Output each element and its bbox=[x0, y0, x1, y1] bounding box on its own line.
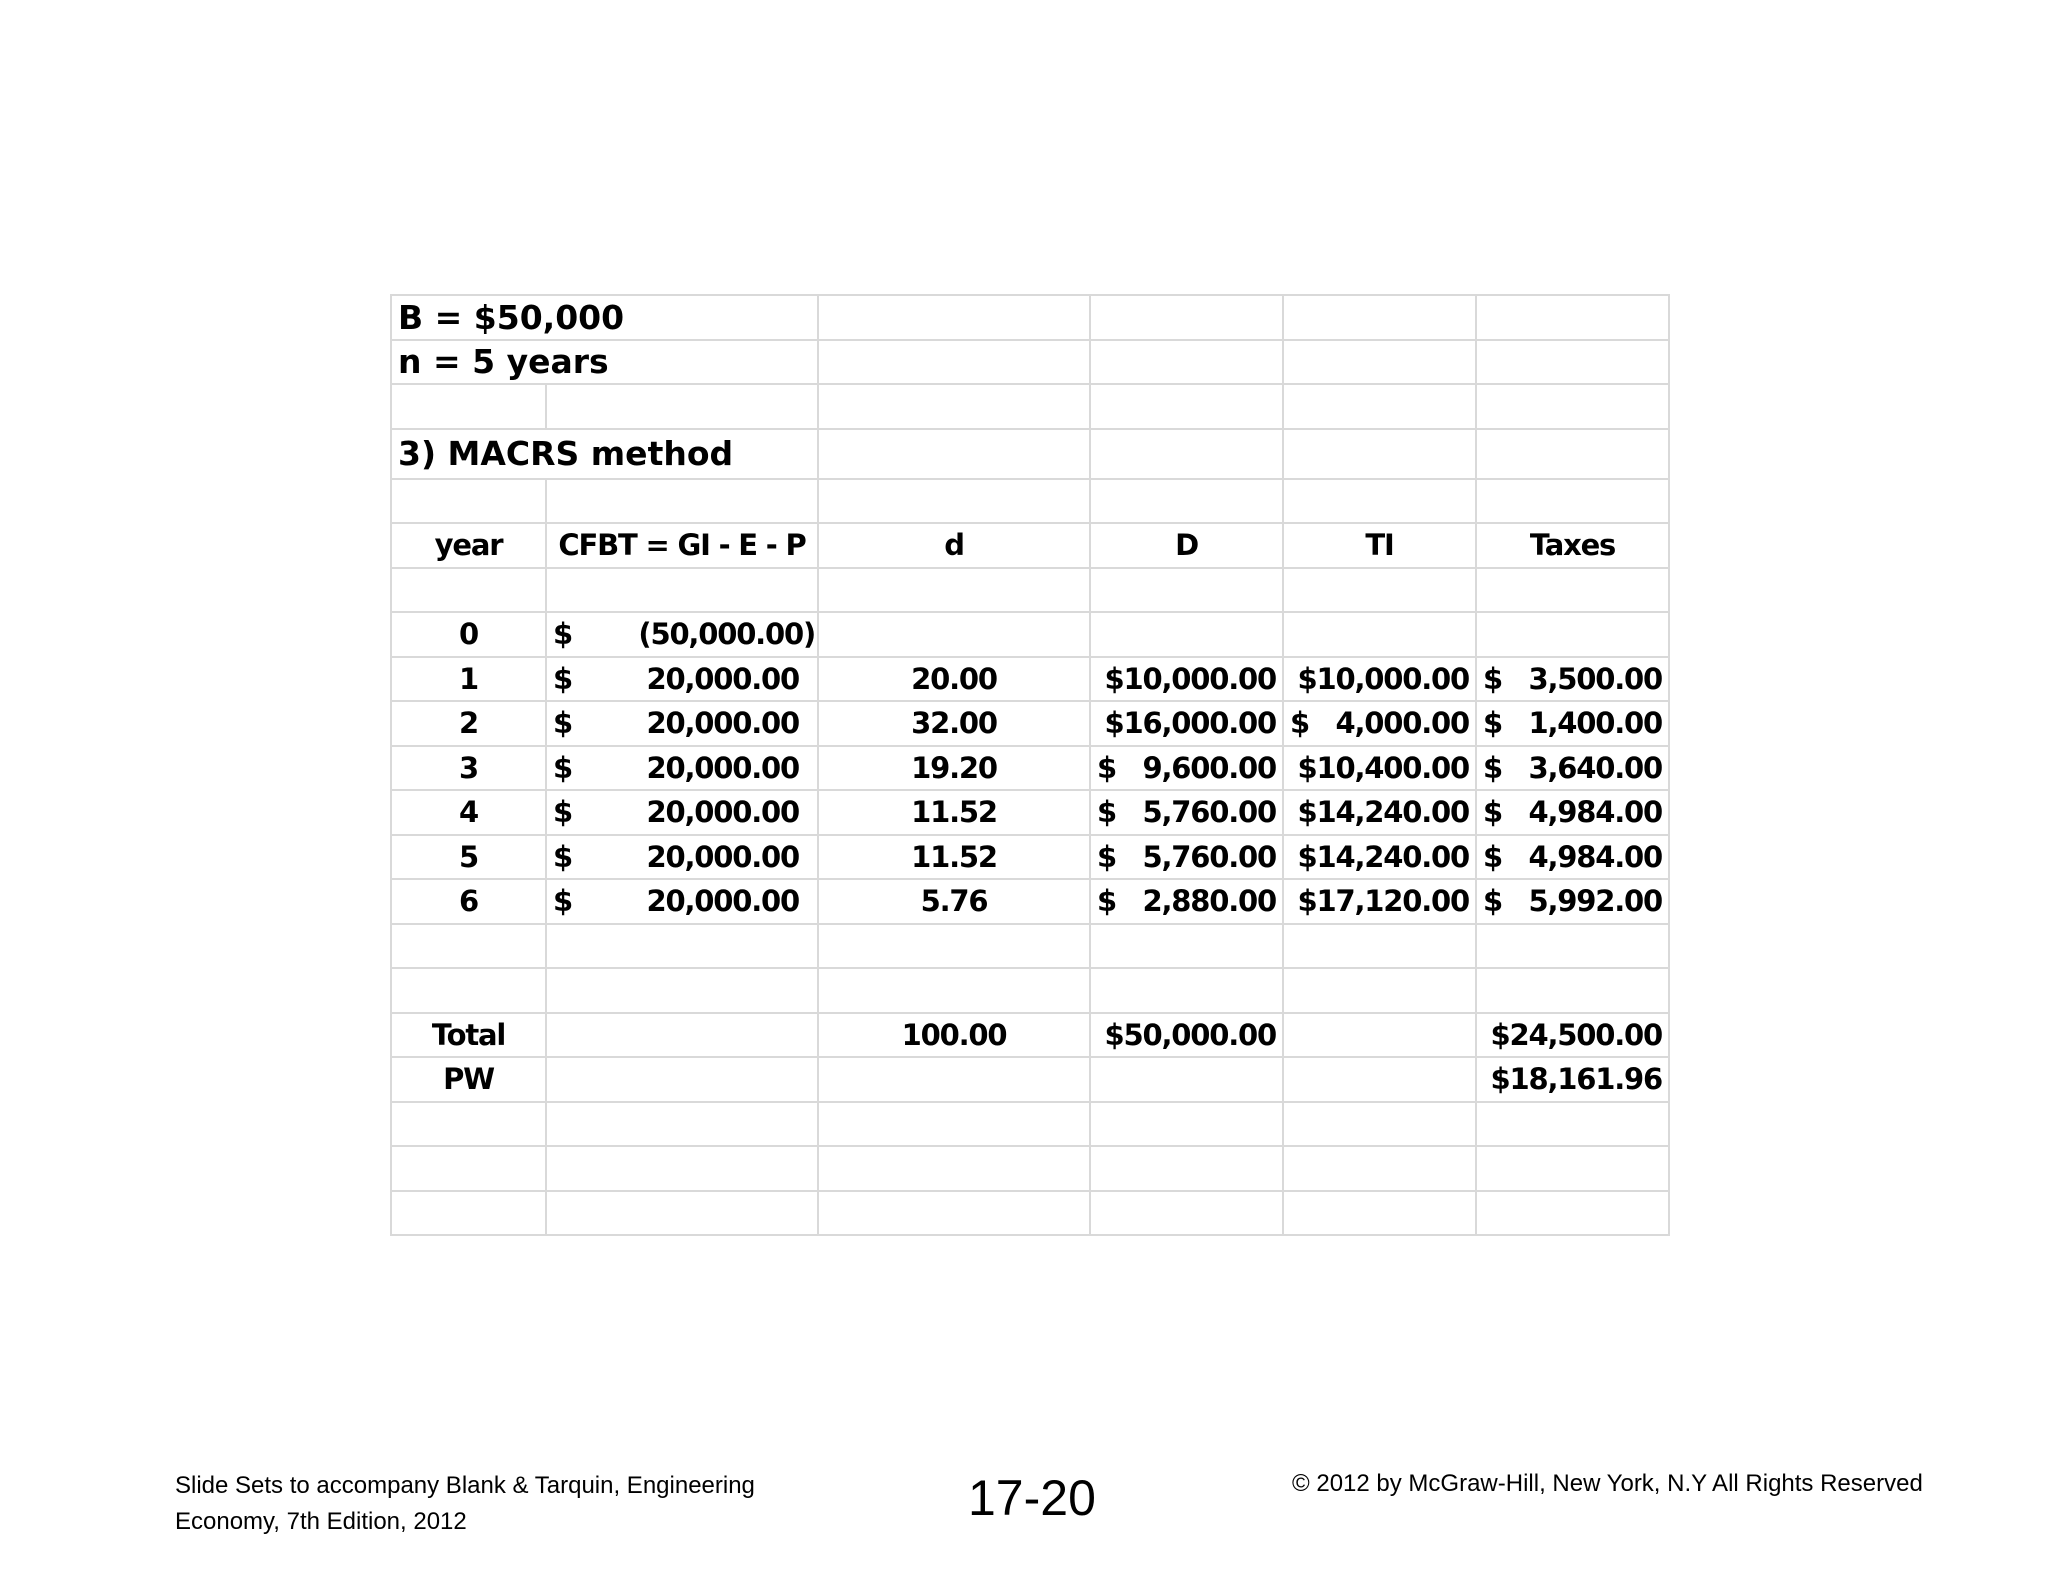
cell-taxes[interactable] bbox=[1476, 835, 1669, 880]
currency-symbol: $ bbox=[553, 839, 572, 874]
empty-cell[interactable] bbox=[1090, 1191, 1283, 1236]
cell-b-value[interactable]: B = $50,000 bbox=[391, 295, 818, 340]
currency-symbol: $ bbox=[1097, 839, 1116, 874]
cell-cfbt-value: 20,000.00 bbox=[646, 706, 799, 741]
empty-cell[interactable] bbox=[1283, 1057, 1476, 1102]
empty-cell[interactable] bbox=[391, 479, 546, 524]
empty-cell[interactable] bbox=[1283, 1013, 1476, 1058]
cell-taxes-value: 4,984.00 bbox=[1528, 795, 1662, 830]
cell-ti[interactable]: $17,120.00 bbox=[1283, 879, 1476, 924]
empty-cell[interactable] bbox=[1283, 568, 1476, 613]
empty-cell[interactable] bbox=[818, 479, 1090, 524]
header-row bbox=[391, 523, 1669, 568]
cell-n-value[interactable]: n = 5 years bbox=[391, 340, 818, 385]
pw-row bbox=[391, 1057, 1669, 1102]
currency-symbol: $ bbox=[1483, 706, 1502, 741]
cell-total-d-rate[interactable]: 100.00 bbox=[818, 1013, 1090, 1058]
empty-cell[interactable] bbox=[391, 968, 546, 1013]
currency-symbol: $ bbox=[553, 795, 572, 830]
blank-row bbox=[391, 968, 1669, 1013]
cell-year[interactable]: 6 bbox=[391, 879, 546, 924]
header-year[interactable]: year bbox=[391, 523, 546, 568]
currency-symbol: $ bbox=[1483, 839, 1502, 874]
empty-cell[interactable] bbox=[1283, 1146, 1476, 1191]
empty-cell[interactable] bbox=[1476, 968, 1669, 1013]
empty-cell[interactable] bbox=[1283, 429, 1476, 479]
empty-cell[interactable] bbox=[818, 384, 1090, 429]
cell-depreciation[interactable]: $10,000.00 bbox=[1090, 657, 1283, 702]
cell-depreciation-value: 2,880.00 bbox=[1142, 884, 1276, 919]
total-row bbox=[391, 1013, 1669, 1058]
currency-symbol: $ bbox=[553, 706, 572, 741]
cell-year[interactable]: 0 bbox=[391, 612, 546, 657]
currency-symbol: $ bbox=[1097, 750, 1116, 785]
cell-d-rate[interactable]: 5.76 bbox=[818, 879, 1090, 924]
cell-depreciation[interactable] bbox=[1090, 879, 1283, 924]
cell-cfbt-value: 20,000.00 bbox=[646, 750, 799, 785]
cell-year[interactable]: 2 bbox=[391, 701, 546, 746]
cell-cfbt-value: 20,000.00 bbox=[646, 661, 799, 696]
empty-cell[interactable] bbox=[546, 1057, 818, 1102]
empty-cell[interactable] bbox=[1090, 384, 1283, 429]
cell-cfbt-value: 20,000.00 bbox=[646, 839, 799, 874]
cell-depreciation[interactable] bbox=[1090, 746, 1283, 791]
empty-cell[interactable] bbox=[1476, 1146, 1669, 1191]
empty-cell[interactable] bbox=[1283, 1102, 1476, 1147]
cell-taxes-value: 5,992.00 bbox=[1528, 884, 1662, 919]
empty-cell[interactable] bbox=[818, 1102, 1090, 1147]
currency-symbol: $ bbox=[1483, 795, 1502, 830]
empty-cell[interactable] bbox=[818, 924, 1090, 969]
empty-cell[interactable] bbox=[546, 1191, 818, 1236]
cell-ti-value: 4,000.00 bbox=[1335, 706, 1469, 741]
cell-cfbt[interactable] bbox=[546, 835, 818, 880]
cell-year[interactable]: 4 bbox=[391, 790, 546, 835]
currency-symbol: $ bbox=[1483, 750, 1502, 785]
cell-depreciation-value: 5,760.00 bbox=[1142, 839, 1276, 874]
cell-ti[interactable]: $10,400.00 bbox=[1283, 746, 1476, 791]
cell-ti[interactable]: $10,000.00 bbox=[1283, 657, 1476, 702]
table-row bbox=[391, 701, 1669, 746]
empty-cell[interactable] bbox=[1090, 924, 1283, 969]
blank-row bbox=[391, 1191, 1669, 1236]
cell-year[interactable]: 1 bbox=[391, 657, 546, 702]
empty-cell[interactable] bbox=[546, 1146, 818, 1191]
empty-cell[interactable] bbox=[1090, 968, 1283, 1013]
empty-cell[interactable] bbox=[546, 568, 818, 613]
blank-row bbox=[391, 384, 1669, 429]
header-depreciation[interactable]: D bbox=[1090, 523, 1283, 568]
empty-cell[interactable] bbox=[391, 924, 546, 969]
cell-total-depreciation[interactable]: $50,000.00 bbox=[1090, 1013, 1283, 1058]
empty-cell[interactable] bbox=[1090, 479, 1283, 524]
empty-cell[interactable] bbox=[1283, 968, 1476, 1013]
empty-cell[interactable] bbox=[1283, 1191, 1476, 1236]
empty-cell[interactable] bbox=[1476, 384, 1669, 429]
cell-taxes[interactable] bbox=[1476, 879, 1669, 924]
cell-ti[interactable]: $14,240.00 bbox=[1283, 790, 1476, 835]
cell-cfbt[interactable] bbox=[546, 701, 818, 746]
empty-cell[interactable] bbox=[1090, 1057, 1283, 1102]
blank-row bbox=[391, 1102, 1669, 1147]
empty-cell[interactable] bbox=[1090, 568, 1283, 613]
cell-d-rate[interactable] bbox=[818, 612, 1090, 657]
spreadsheet-table bbox=[390, 294, 1670, 1236]
empty-cell[interactable] bbox=[1476, 924, 1669, 969]
cell-taxes-value: 3,500.00 bbox=[1528, 661, 1662, 696]
currency-symbol: $ bbox=[553, 617, 572, 652]
currency-symbol: $ bbox=[553, 884, 572, 919]
cell-taxes[interactable] bbox=[1476, 701, 1669, 746]
cell-d-rate[interactable]: 11.52 bbox=[818, 835, 1090, 880]
cell-taxes[interactable] bbox=[1476, 746, 1669, 791]
cell-taxes-value: 3,640.00 bbox=[1528, 750, 1662, 785]
empty-cell[interactable] bbox=[1283, 479, 1476, 524]
cell-cfbt[interactable] bbox=[546, 746, 818, 791]
header-ti[interactable]: TI bbox=[1283, 523, 1476, 568]
empty-cell[interactable] bbox=[818, 1146, 1090, 1191]
cell-total-taxes[interactable]: $24,500.00 bbox=[1476, 1013, 1669, 1058]
empty-cell[interactable] bbox=[1283, 340, 1476, 385]
cell-taxes[interactable] bbox=[1476, 790, 1669, 835]
cell-depreciation[interactable] bbox=[1090, 612, 1283, 657]
empty-cell[interactable] bbox=[391, 1102, 546, 1147]
cell-d-rate[interactable]: 19.20 bbox=[818, 746, 1090, 791]
blank-row bbox=[391, 568, 1669, 613]
empty-cell[interactable] bbox=[818, 968, 1090, 1013]
empty-cell[interactable] bbox=[1283, 924, 1476, 969]
empty-cell[interactable] bbox=[1283, 295, 1476, 340]
cell-depreciation[interactable] bbox=[1090, 835, 1283, 880]
empty-cell[interactable] bbox=[818, 429, 1090, 479]
cell-cfbt-value: (50,000.00) bbox=[638, 617, 815, 652]
table-row bbox=[391, 612, 1669, 657]
empty-cell[interactable] bbox=[1476, 295, 1669, 340]
empty-cell[interactable] bbox=[546, 384, 818, 429]
page-number: 17-20 bbox=[968, 1470, 1096, 1526]
empty-cell[interactable] bbox=[818, 340, 1090, 385]
empty-cell[interactable] bbox=[1476, 340, 1669, 385]
cell-cfbt-value: 20,000.00 bbox=[646, 795, 799, 830]
cell-ti[interactable] bbox=[1283, 701, 1476, 746]
header-taxes[interactable]: Taxes bbox=[1476, 523, 1669, 568]
currency-symbol: $ bbox=[1097, 795, 1116, 830]
empty-cell[interactable] bbox=[546, 1013, 818, 1058]
cell-d-rate[interactable]: 32.00 bbox=[818, 701, 1090, 746]
empty-cell[interactable] bbox=[546, 479, 818, 524]
empty-cell[interactable] bbox=[1476, 479, 1669, 524]
cell-cfbt[interactable] bbox=[546, 612, 818, 657]
cell-taxes-value: 1,400.00 bbox=[1528, 706, 1662, 741]
table-row bbox=[391, 835, 1669, 880]
empty-cell[interactable] bbox=[546, 924, 818, 969]
currency-symbol: $ bbox=[553, 750, 572, 785]
empty-cell[interactable] bbox=[546, 1102, 818, 1147]
table-row bbox=[391, 790, 1669, 835]
empty-cell[interactable] bbox=[1476, 568, 1669, 613]
method-row bbox=[391, 429, 1669, 479]
cell-d-rate[interactable]: 11.52 bbox=[818, 790, 1090, 835]
header-d-rate[interactable]: d bbox=[818, 523, 1090, 568]
currency-symbol: $ bbox=[553, 661, 572, 696]
footer-citation: Slide Sets to accompany Blank & Tarquin, Engineering Economy, 7th Edition, 2012 bbox=[175, 1472, 755, 1535]
table-row bbox=[391, 879, 1669, 924]
cell-taxes[interactable] bbox=[1476, 612, 1669, 657]
info-row-n bbox=[391, 340, 1669, 385]
cell-year[interactable]: 3 bbox=[391, 746, 546, 791]
cell-cfbt[interactable] bbox=[546, 657, 818, 702]
cell-d-rate[interactable]: 20.00 bbox=[818, 657, 1090, 702]
cell-taxes[interactable] bbox=[1476, 657, 1669, 702]
cell-pw-label[interactable]: PW bbox=[391, 1057, 546, 1102]
empty-cell[interactable] bbox=[1090, 340, 1283, 385]
currency-symbol: $ bbox=[1483, 884, 1502, 919]
empty-cell[interactable] bbox=[818, 295, 1090, 340]
empty-cell[interactable] bbox=[391, 384, 546, 429]
currency-symbol: $ bbox=[1290, 706, 1309, 741]
info-row-b bbox=[391, 295, 1669, 340]
cell-pw-taxes[interactable]: $18,161.96 bbox=[1476, 1057, 1669, 1102]
empty-cell[interactable] bbox=[391, 568, 546, 613]
empty-cell[interactable] bbox=[1090, 1146, 1283, 1191]
cell-cfbt-value: 20,000.00 bbox=[646, 884, 799, 919]
table-row bbox=[391, 657, 1669, 702]
cell-ti[interactable] bbox=[1283, 612, 1476, 657]
cell-depreciation[interactable]: $16,000.00 bbox=[1090, 701, 1283, 746]
cell-cfbt[interactable] bbox=[546, 790, 818, 835]
blank-row bbox=[391, 924, 1669, 969]
empty-cell[interactable] bbox=[1090, 1102, 1283, 1147]
currency-symbol: $ bbox=[1483, 661, 1502, 696]
cell-depreciation-value: 9,600.00 bbox=[1142, 750, 1276, 785]
cell-method-title[interactable]: 3) MACRS method bbox=[391, 429, 818, 479]
cell-cfbt[interactable] bbox=[546, 879, 818, 924]
empty-cell[interactable] bbox=[1090, 295, 1283, 340]
empty-cell[interactable] bbox=[391, 1146, 546, 1191]
currency-symbol: $ bbox=[1097, 884, 1116, 919]
blank-row bbox=[391, 1146, 1669, 1191]
empty-cell[interactable] bbox=[818, 1191, 1090, 1236]
cell-depreciation[interactable] bbox=[1090, 790, 1283, 835]
empty-cell[interactable] bbox=[818, 1057, 1090, 1102]
empty-cell[interactable] bbox=[818, 568, 1090, 613]
empty-cell[interactable] bbox=[1476, 429, 1669, 479]
empty-cell[interactable] bbox=[1090, 429, 1283, 479]
cell-ti[interactable]: $14,240.00 bbox=[1283, 835, 1476, 880]
header-cfbt[interactable]: CFBT = GI - E - P bbox=[546, 523, 818, 568]
table-row bbox=[391, 746, 1669, 791]
footer-copyright: © 2012 by McGraw-Hill, New York, N.Y All Rights Reserved bbox=[1292, 1470, 1923, 1497]
empty-cell[interactable] bbox=[546, 968, 818, 1013]
cell-depreciation-value: 5,760.00 bbox=[1142, 795, 1276, 830]
empty-cell[interactable] bbox=[1476, 1102, 1669, 1147]
blank-row bbox=[391, 479, 1669, 524]
empty-cell[interactable] bbox=[1283, 384, 1476, 429]
empty-cell[interactable] bbox=[391, 1191, 546, 1236]
cell-taxes-value: 4,984.00 bbox=[1528, 839, 1662, 874]
empty-cell[interactable] bbox=[1476, 1191, 1669, 1236]
cell-total-label[interactable]: Total bbox=[391, 1013, 546, 1058]
cell-year[interactable]: 5 bbox=[391, 835, 546, 880]
